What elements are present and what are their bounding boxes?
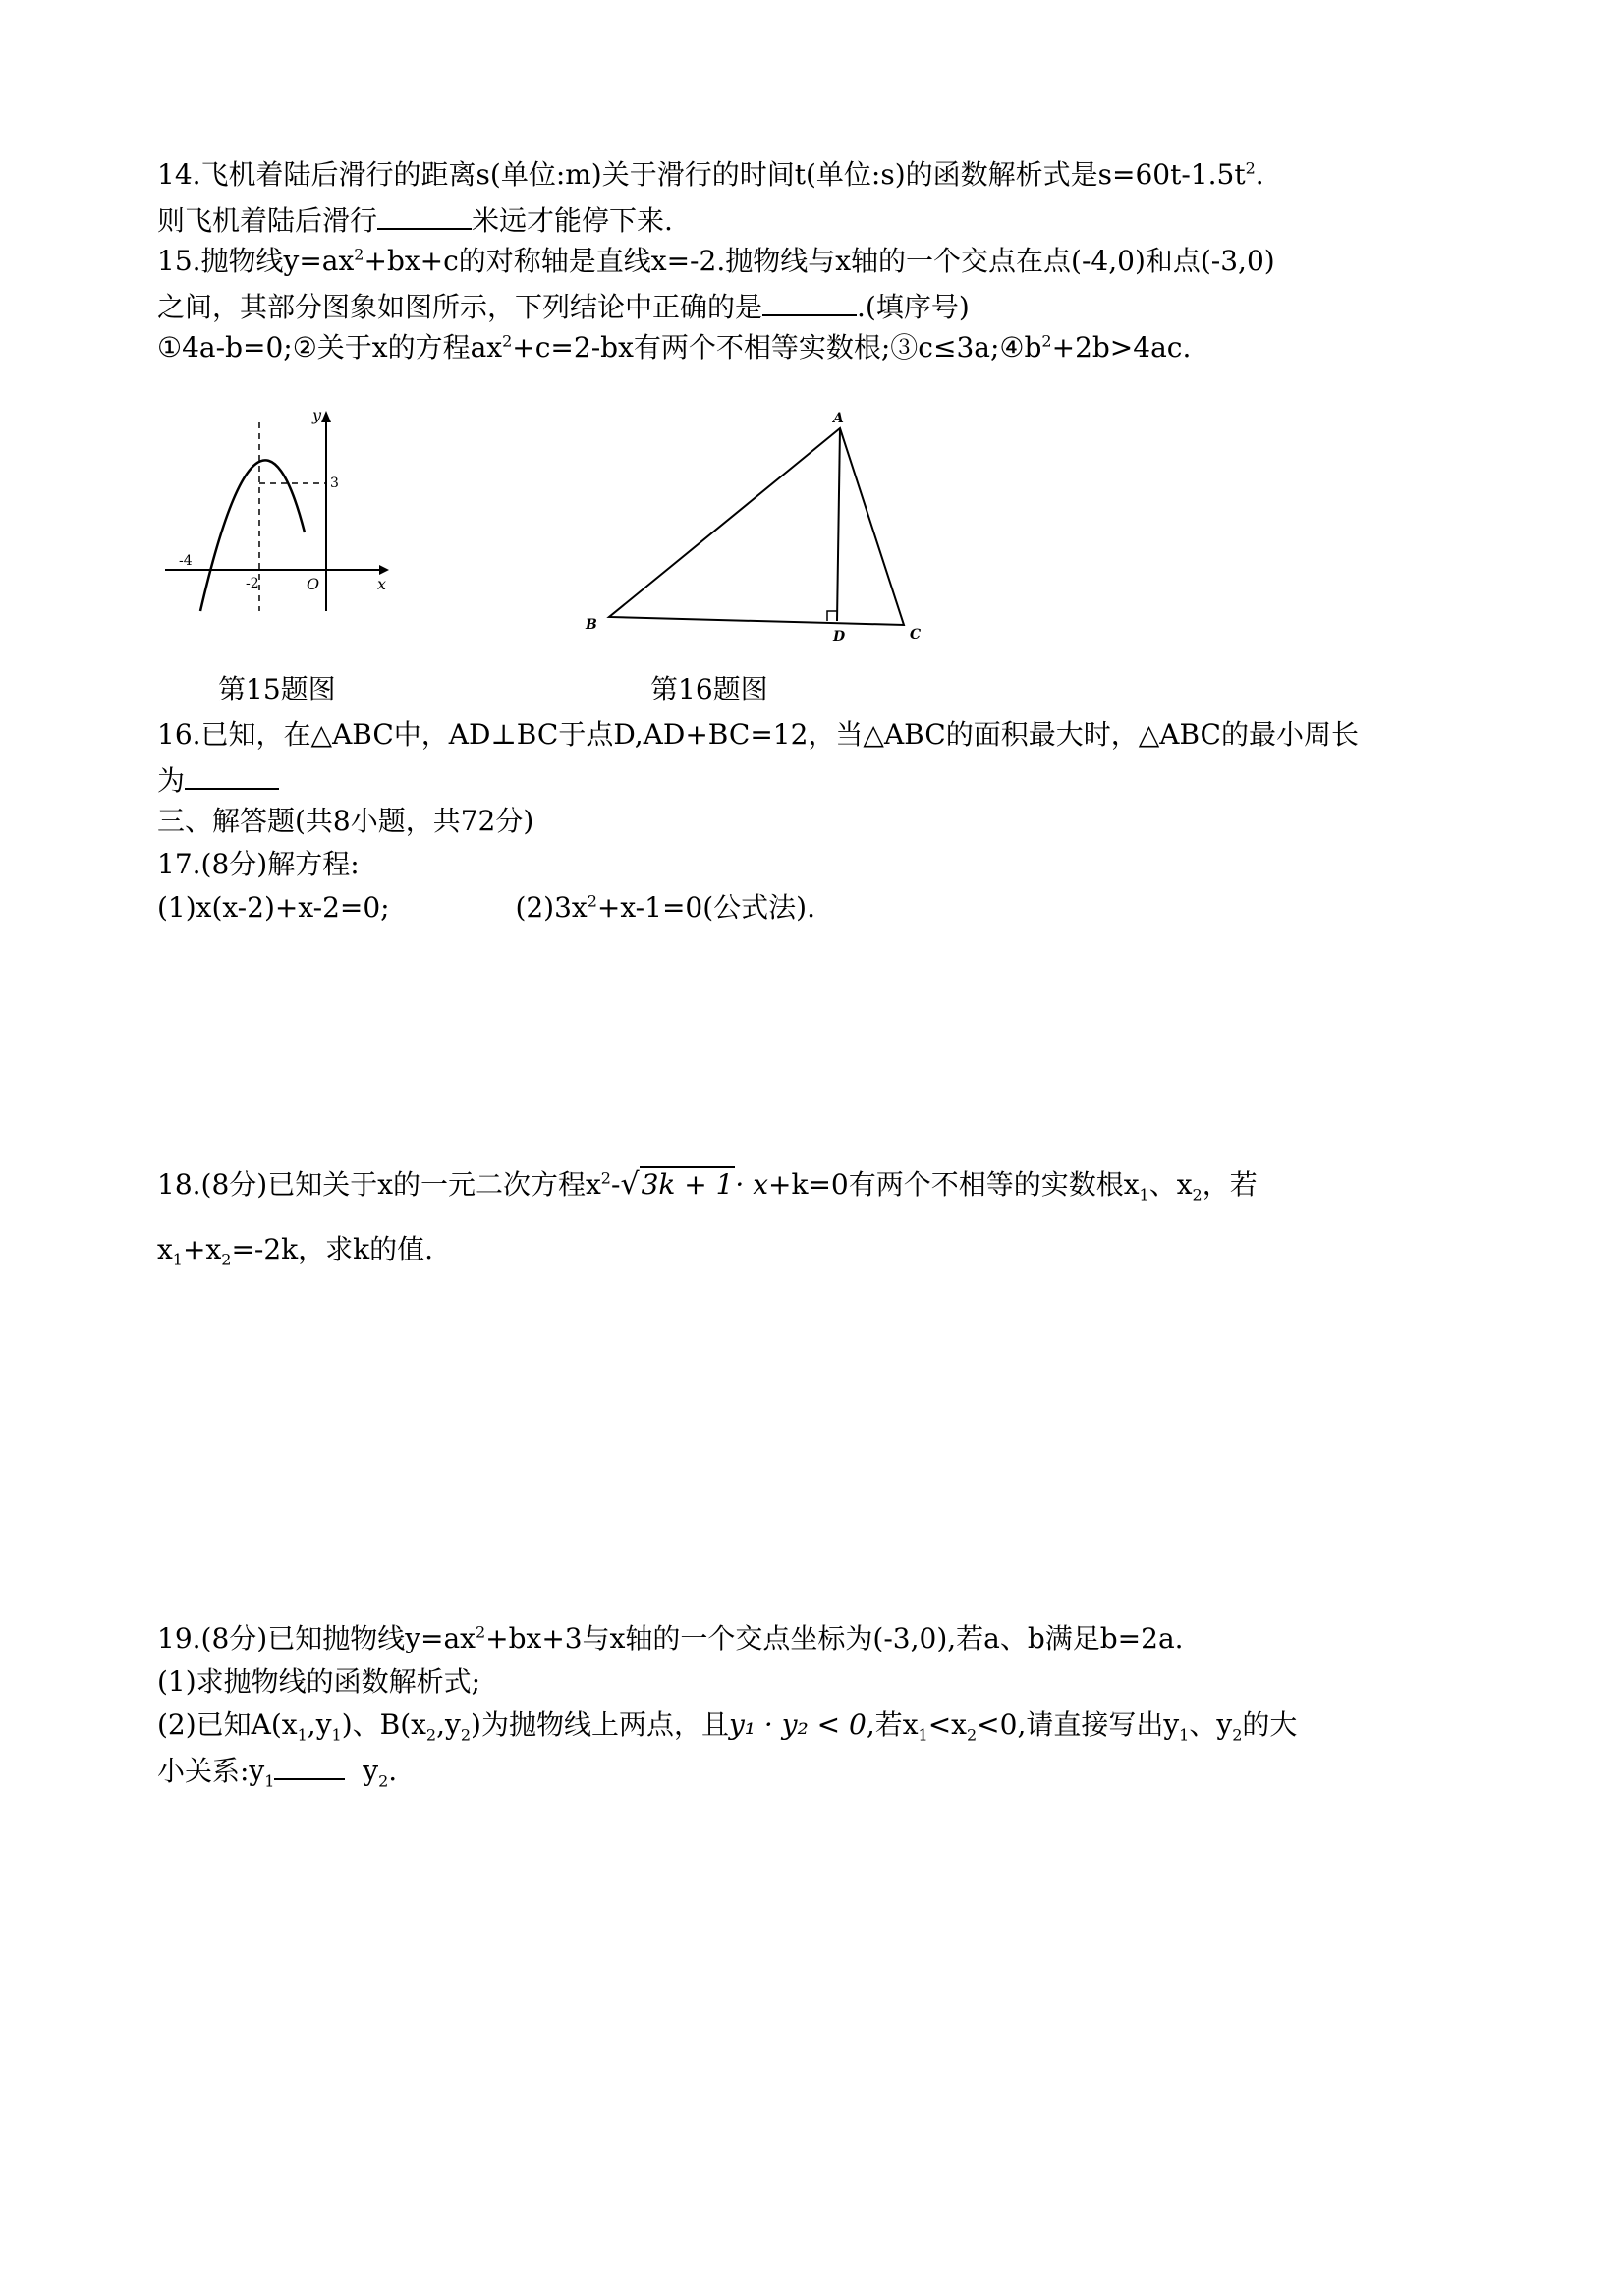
fig15-tick-3: 3 xyxy=(330,476,339,491)
figure-16-triangle xyxy=(570,393,943,648)
q16-line2: 为 xyxy=(157,760,279,799)
fig16-caption: 第16题图 xyxy=(650,673,768,705)
q16-answer-blank[interactable] xyxy=(185,760,279,790)
figure-15-graph xyxy=(157,393,403,619)
fig16-label-C: C xyxy=(910,627,922,643)
q19-answer-blank[interactable] xyxy=(274,1751,345,1780)
q15-line3: ①4a-b=0;②关于x的方程$ax^2+c=2-bx$有两个不相等实数根$;③c\le 3a;④b^2+2b>4ac$. xyxy=(157,331,1192,364)
q15-line2: 之间，其部分图象如图所示，下列结论中正确的是 .(填序号) xyxy=(157,287,970,325)
q19-part1: (1)求抛物线的函数解析式; xyxy=(157,1665,481,1698)
q17-line1: 17.(8分)解方程: xyxy=(157,848,360,880)
q17-part2: $(2)3x^2+x-1=0$(公式法). xyxy=(515,891,815,924)
q17-part1: (1)x(x-2)+x-2=0; xyxy=(157,891,390,924)
section-3-heading: 三、解答题(共8小题，共72分) xyxy=(157,805,534,837)
q18-line2: $x_1+x_2=-2k$，求k的值. xyxy=(157,1233,434,1269)
fig16-label-B: B xyxy=(586,617,597,633)
fig16-label-A: A xyxy=(833,411,844,426)
q15-answer-blank[interactable] xyxy=(762,287,857,316)
fig15-caption: 第15题图 xyxy=(218,673,336,705)
q18-line1: 18.(8分)已知关于x的一元二次方程$x^2-√3k + 1\cdot x+k=0$有两个不相等的实数根$x_1$、$x_2$，若 xyxy=(157,1167,1258,1204)
q14-answer-blank[interactable] xyxy=(377,200,472,230)
q19-math-expr: y₁ · y₂ < 0 xyxy=(728,1708,867,1741)
q14-line1: 14.飞机着陆后滑行的距离s(单位:m)关于滑行的时间t(单位:s)的函数解析式是$s=60t-1.5t^2$. xyxy=(157,158,1264,191)
fig15-y-label: y xyxy=(312,406,322,424)
q17-parts xyxy=(157,890,815,925)
q19-line1: 19.(8分)已知抛物线$y=ax^2+bx+3$与x轴的一个交点坐标为(-3,0),若a、b满足b=2a. xyxy=(157,1622,1184,1654)
fig15-x-label: x xyxy=(377,575,387,593)
sqrt-expression: √3k + 1 xyxy=(620,1167,734,1202)
q15-line1: 15.抛物线$y=ax^2+bx+c$的对称轴是直线x=-2.抛物线与x轴的一个交点在点(-4,0)和点(-3,0) xyxy=(157,245,1275,277)
q14-line2: 则飞机着陆后滑行 米远才能停下来. xyxy=(157,200,673,239)
q16-line1: 16.已知，在△ABC中，AD⊥BC于点D,AD+BC=12，当△ABC的面积最大时，△ABC的最小周长 xyxy=(157,718,1359,751)
fig16-label-D: D xyxy=(833,629,846,644)
fig15-origin: O xyxy=(307,575,320,593)
fig15-tick-neg4: -4 xyxy=(179,553,193,569)
fig15-tick-neg2: -2 xyxy=(246,576,259,591)
q19-line3: 小关系$:y_1$ $y_2$. xyxy=(157,1751,397,1789)
q19-part2: (2)已知$A(x_1,y_1)$、$B(x_2,y_2)$为抛物线上两点，且y₁ · y₂ < 0,若$x_1<x_2<0$,请直接写出$y_1$、$y_2$的大 xyxy=(157,1708,1298,1745)
